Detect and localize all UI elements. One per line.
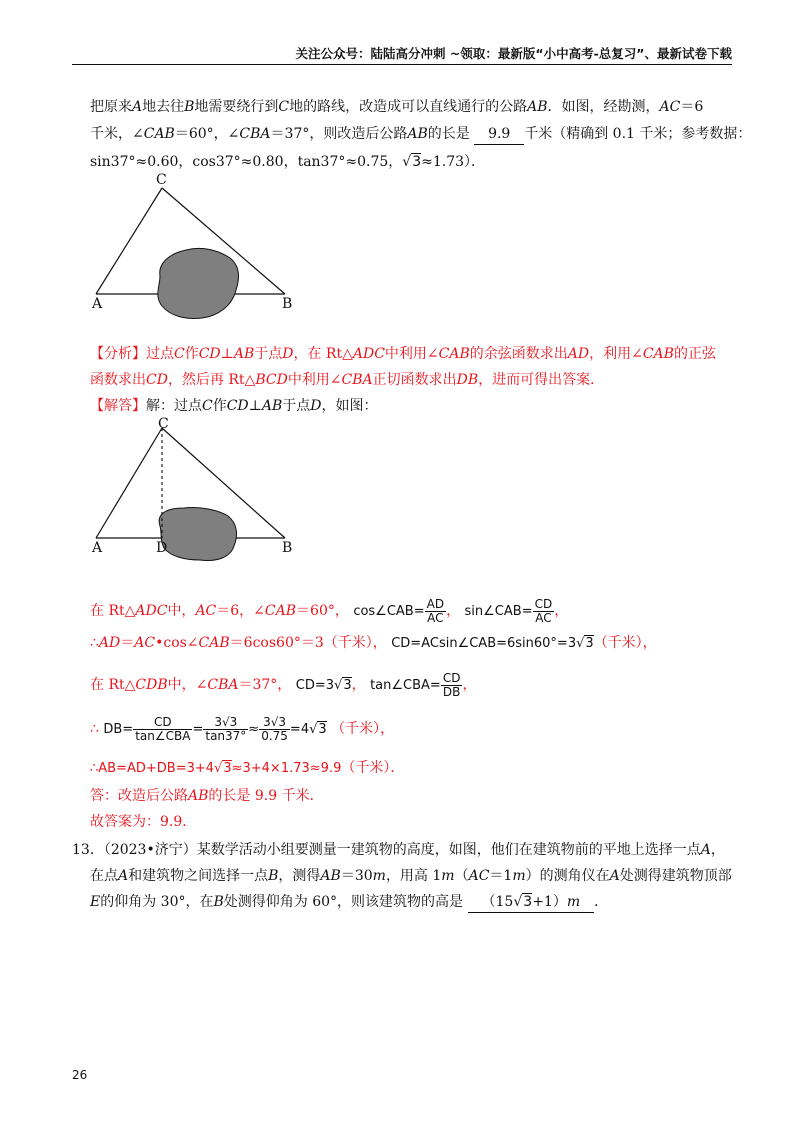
fraction-ad-ac: $\frac{AD}{AC}$ <box>426 596 445 625</box>
analysis-line1: 【分析】过点C作CD⊥AB于点D，在 Rt△ADC中利用∠CAB的余弦函数求出AD，利用∠CAB的正弦 <box>90 346 716 362</box>
triangle-diagram-2 <box>90 416 310 561</box>
vertex-label-c: C <box>156 172 167 188</box>
header-rule <box>72 64 732 65</box>
vertex-label-a: A <box>92 296 103 312</box>
analysis-line2: 函数求出CD，然后再 Rt△BCD中利用∠CBA正切函数求出DB，进而可得出答案． <box>90 372 605 388</box>
step3-line: 在 Rt△CDB中，∠CBA＝37°， CD=3√3， tan∠CBA= $\frac{CD}{DB}$ ， <box>90 670 477 699</box>
fraction-3sqrt3-075: $\frac{3√3}{0.75}$ <box>261 714 288 743</box>
vertex-label-c2: C <box>158 416 169 432</box>
figure-triangle-2 <box>90 416 310 561</box>
fraction-cd-tan: $\frac{CD}{\text{tan∠CBA}}$ <box>135 714 191 743</box>
sqrt-symbol: √3 <box>334 678 352 693</box>
answer-blank-13: （15√3+1）m <box>468 892 595 913</box>
triangle-diagram-1 <box>90 172 310 322</box>
problem13-line2: 在点A和建筑物之间选择一点B，测得AB＝30m，用高 1m（AC＝1m）的测角仪在A处测得建筑物顶部 <box>90 868 732 884</box>
problem12-line2: 千米，∠CAB＝60°，∠CBA＝37°，则改造后公路AB的长是 9.9 千米（精确到 0.1 千米；参考数据： <box>90 124 751 145</box>
vertex-label-d2: D <box>156 540 168 556</box>
answer-blank: 9.9 <box>474 124 524 145</box>
solution-line1: 【解答】解：过点C作CD⊥AB于点D，如图： <box>90 398 378 414</box>
fraction-cd-db: $\frac{CD}{DB}$ <box>442 670 461 699</box>
problem13-line1: 13．（2023•济宁）某数学活动小组要测量一建筑物的高度，如图，他们在建筑物前的平地上选择一点A， <box>72 842 725 858</box>
page-number: 26 <box>72 1068 88 1082</box>
vertex-label-b: B <box>282 296 293 312</box>
vertex-label-a2: A <box>92 540 103 556</box>
step5-line: ∴AB=AD+DB=3+4√3≈3+4×1.73≈9.9（千米）． <box>90 760 405 776</box>
step2-line: ∴AD＝AC•cos∠CAB＝6cos60°＝3（千米）， CD=ACsin∠CAB=6sin60°=3√3（千米）， <box>90 635 657 651</box>
vertex-label-b2: B <box>282 540 293 556</box>
answer-statement: 答：改造后公路AB的长是 9.9 千米． <box>90 788 324 804</box>
figure-triangle-1 <box>90 172 310 322</box>
sqrt-symbol: √3 <box>309 722 327 737</box>
sqrt-symbol: √3 <box>513 894 533 910</box>
step4-line: ∴ DB= $\frac{CD}{\text{tan∠CBA}}$ = $\frac{3√3}{\tan 37^\circ}$ ≈ $\frac{3√3}{0.75}$ =4√3 （千米）， <box>90 714 395 743</box>
fraction-cd-ac: $\frac{CD}{AC}$ <box>534 596 553 625</box>
problem12-line3: sin37°≈0.60，cos37°≈0.80，tan37°≈0.75，√3≈1.73）． <box>90 154 486 170</box>
final-answer: 故答案为：9.9． <box>90 814 197 830</box>
sqrt-symbol: √3 <box>214 761 232 776</box>
problem13-line3: E的仰角为 30°，在B处测得仰角为 60°，则该建筑物的高是 （15√3+1）m ． <box>90 892 608 913</box>
step1-line: 在 Rt△ADC中，AC＝6，∠CAB＝60°， cos∠CAB= $\frac{AD}{AC}$ ， sin∠CAB= $\frac{CD}{AC}$ ， <box>90 596 569 625</box>
page-header: 关注公众号：陆陆高分冲刺 ~领取：最新版“小中高考-总复习”、最新试卷下载 <box>295 46 732 61</box>
sqrt-symbol: √3 <box>576 636 594 651</box>
fraction-3sqrt3-tan37: $\frac{3√3}{\tan 37^\circ}$ <box>205 714 247 743</box>
problem12-line1: 把原来A地去往B地需要绕行到C地的路线，改造成可以直线通行的公路AB．如图，经勘测，AC＝6 <box>90 99 704 115</box>
sqrt-symbol: √3 <box>402 154 422 170</box>
